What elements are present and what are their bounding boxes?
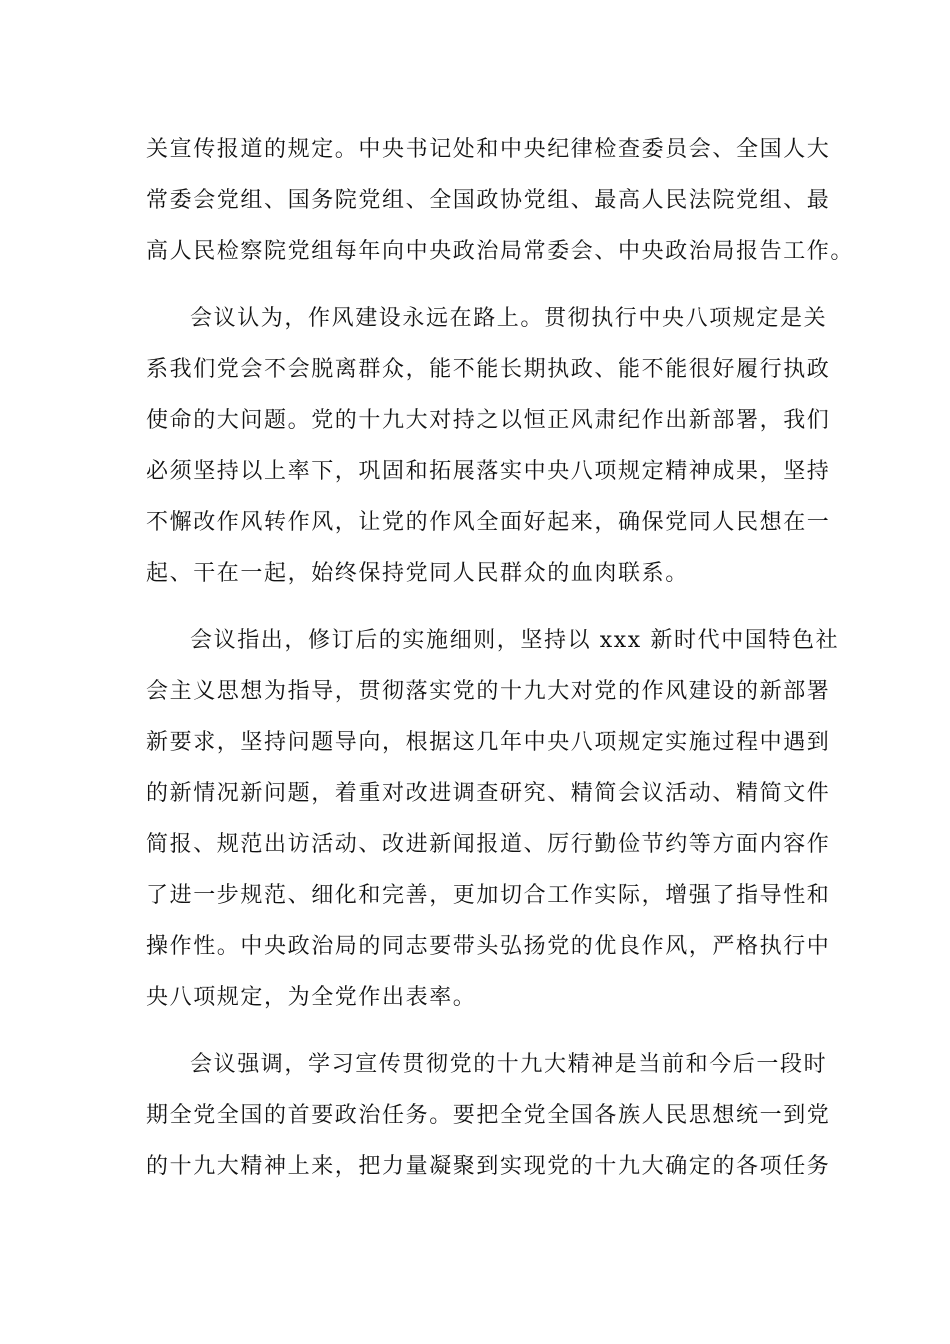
paragraph-2-line-5: 不懈改作风转作风，让党的作风全面好起来，确保党同人民想在一 (146, 510, 831, 535)
paragraph-1-line-1: 关宣传报道的规定。中央书记处和中央纪律检查委员会、全国人大 (146, 137, 831, 162)
paragraph-3-line-6: 了进一步规范、细化和完善，更加切合工作实际，增强了指导性和 (146, 883, 831, 908)
paragraph-2-line-1: 会议认为，作风建设永远在路上。贯彻执行中央八项规定是关 (190, 306, 828, 331)
paragraph-3-line-5: 简报、规范出访活动、改进新闻报道、厉行勤俭节约等方面内容作 (146, 832, 831, 857)
paragraph-1-line-3: 高人民检察院党组每年向中央政治局常委会、中央政治局报告工作。 (146, 239, 855, 264)
paragraph-1-line-2: 常委会党组、国务院党组、全国政协党组、最高人民法院党组、最 (146, 188, 831, 213)
paragraph-3-line-8: 央八项规定，为全党作出表率。 (146, 985, 477, 1010)
paragraph-4-line-2: 期全党全国的首要政治任务。要把全党全国各族人民思想统一到党 (146, 1103, 831, 1128)
paragraph-4-line-1: 会议强调，学习宣传贯彻党的十九大精神是当前和今后一段时 (190, 1052, 828, 1077)
paragraph-3-line-4: 的新情况新问题，着重对改进调查研究、精简会议活动、精简文件 (146, 781, 831, 806)
paragraph-2-line-3: 使命的大问题。党的十九大对持之以恒正风肃纪作出新部署，我们 (146, 408, 831, 433)
paragraph-3-line-3: 新要求，坚持问题导向，根据这几年中央八项规定实施过程中遇到 (146, 730, 831, 755)
paragraph-3-line-2: 会主义思想为指导，贯彻落实党的十九大对党的作风建设的新部署 (146, 679, 831, 704)
paragraph-3-line-7: 操作性。中央政治局的同志要带头弘扬党的优良作风，严格执行中 (146, 934, 831, 959)
paragraph-2-line-4: 必须坚持以上率下，巩固和拓展落实中央八项规定精神成果，坚持 (146, 459, 831, 484)
paragraph-2-line-2: 系我们党会不会脱离群众，能不能长期执政、能不能很好履行执政 (146, 357, 831, 382)
paragraph-4-line-3: 的十九大精神上来，把力量凝聚到实现党的十九大确定的各项任务 (146, 1154, 831, 1179)
paragraph-3-line-1: 会议指出，修订后的实施细则，坚持以 xxx 新时代中国特色社 (190, 628, 840, 653)
paragraph-2-line-6: 起、干在一起，始终保持党同人民群众的血肉联系。 (146, 561, 689, 586)
